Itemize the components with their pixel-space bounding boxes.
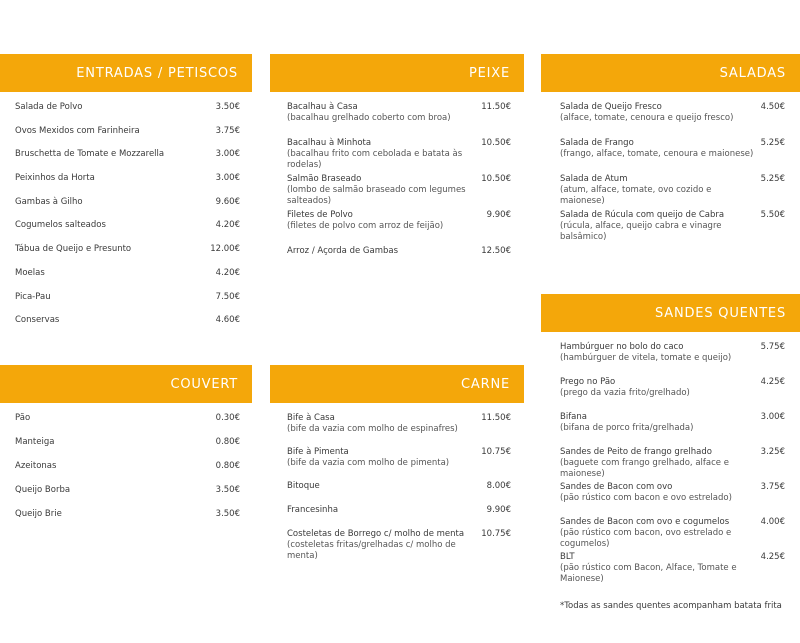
item-price: 0.80€	[215, 437, 240, 447]
menu-item	[560, 138, 785, 174]
menu-item	[15, 149, 240, 173]
menu-item	[15, 509, 240, 533]
item-description: (filetes de polvo com arroz de feijão)	[287, 221, 444, 231]
menu-item	[15, 485, 240, 509]
item-price: 5.25€	[760, 138, 785, 148]
item-name: Prego no Pão	[560, 377, 616, 387]
item-description: (bifana de porco frita/grelhada)	[560, 423, 694, 433]
item-description: (bife da vazia com molho de pimenta)	[287, 458, 450, 468]
item-price: 9.90€	[486, 210, 511, 220]
item-price: 12.00€	[210, 244, 240, 255]
item-price: 5.25€	[760, 174, 785, 184]
menu-item	[15, 102, 240, 126]
section-couvert	[0, 365, 252, 533]
item-name: Gambas à Gilho	[15, 196, 83, 207]
menu-item	[560, 210, 785, 246]
item-price: 4.20€	[215, 220, 240, 231]
item-name: Salada de Polvo	[15, 102, 83, 112]
section-peixe	[270, 54, 524, 270]
menu-item	[15, 244, 240, 268]
item-name: Conservas	[15, 315, 60, 326]
item-price: 3.00€	[760, 412, 785, 422]
section-carne	[270, 365, 524, 563]
item-price: 10.75€	[481, 529, 511, 539]
menu-item	[15, 413, 240, 437]
item-price: 11.50€	[481, 413, 511, 423]
item-description: (atum, alface, tomate, ovo cozido e maionese)	[560, 185, 712, 206]
menu-item	[15, 315, 240, 339]
item-name: Sandes de Bacon com ovo	[560, 482, 673, 492]
item-description: (bacalhau frito com cebolada e batata às rodelas)	[287, 149, 463, 170]
section-entradas	[0, 54, 252, 339]
menu-item	[560, 552, 785, 587]
item-name: Queijo Brie	[15, 509, 62, 519]
item-description: (costeletas fritas/grelhadas c/ molho de menta)	[287, 540, 456, 561]
menu-item	[560, 482, 785, 517]
item-name: Salada de Frango	[560, 138, 634, 148]
item-description: (alface, tomate, cenoura e queijo fresco)	[560, 113, 734, 123]
item-description: (bife da vazia com molho de espinafres)	[287, 424, 458, 434]
item-price: 11.50€	[481, 102, 511, 112]
item-name: BLT	[560, 552, 575, 562]
item-price: 5.50€	[760, 210, 785, 220]
section-title-sandes: SANDES QUENTES	[541, 294, 800, 332]
section-title-entradas: ENTRADAS / PETISCOS	[0, 54, 252, 92]
menu-item	[560, 174, 785, 210]
item-price: 4.25€	[760, 377, 785, 387]
item-name: Hambúrguer no bolo do caco	[560, 342, 684, 352]
menu-item	[560, 102, 785, 138]
item-price: 3.00€	[215, 149, 240, 160]
item-name: Pica-Pau	[15, 291, 51, 302]
item-name: Manteiga	[15, 437, 55, 447]
item-price: 4.20€	[215, 267, 240, 278]
item-price: 4.00€	[760, 517, 785, 527]
item-name: Pão	[15, 413, 31, 423]
item-price: 4.60€	[215, 315, 240, 326]
item-name: Bitoque	[287, 481, 320, 491]
item-name: Bacalhau à Casa	[287, 102, 358, 112]
item-name: Salada de Rúcula com queijo de Cabra	[560, 210, 725, 220]
item-name: Costeletas de Borrego c/ molho de menta	[287, 529, 465, 539]
item-price: 5.75€	[760, 342, 785, 352]
item-name: Francesinha	[287, 505, 339, 515]
item-name: Azeitonas	[15, 461, 57, 471]
menu-item	[560, 447, 785, 482]
menu-item	[15, 126, 240, 150]
sandes-footnote: *Todas as sandes quentes acompanham batata frita	[560, 601, 782, 611]
menu-item	[15, 437, 240, 461]
couvert-items	[0, 413, 252, 533]
item-name: Sandes de Peito de frango grelhado	[560, 447, 712, 457]
item-name: Cogumelos salteados	[15, 220, 106, 231]
item-price: 3.75€	[215, 125, 240, 136]
item-name: Salada de Atum	[560, 174, 628, 184]
item-price: 3.50€	[215, 485, 240, 495]
item-price: 3.50€	[215, 509, 240, 519]
item-name: Peixinhos da Horta	[15, 173, 95, 184]
item-price: 10.50€	[481, 138, 511, 148]
menu-item	[287, 246, 511, 270]
section-title-couvert: COUVERT	[0, 365, 252, 403]
menu-item	[560, 377, 785, 412]
item-name: Arroz / Açorda de Gambas	[287, 246, 399, 256]
item-price: 10.75€	[481, 447, 511, 457]
menu-item	[287, 138, 511, 174]
item-description: (pão rústico com bacon e ovo estrelado)	[560, 493, 732, 503]
item-description: (bacalhau grelhado coberto com broa)	[287, 113, 451, 123]
item-name: Bacalhau à Minhota	[287, 138, 372, 148]
item-description: (frango, alface, tomate, cenoura e maionese)	[560, 149, 754, 159]
menu-item	[287, 529, 511, 563]
item-price: 9.60€	[215, 196, 240, 207]
peixe-items	[270, 102, 524, 270]
menu-item	[287, 505, 511, 529]
menu-item	[15, 292, 240, 316]
menu-item	[15, 197, 240, 221]
menu-item	[287, 210, 511, 246]
section-sandes	[541, 294, 800, 587]
item-price: 4.25€	[760, 552, 785, 562]
menu-item	[15, 268, 240, 292]
sandes-items	[541, 342, 800, 587]
item-description: (baguete com frango grelhado, alface e maionese)	[560, 458, 729, 479]
item-price: 3.25€	[760, 447, 785, 457]
item-price: 3.50€	[215, 102, 240, 112]
menu-item	[560, 342, 785, 377]
section-title-saladas: SALADAS	[541, 54, 800, 92]
item-price: 7.50€	[215, 291, 240, 302]
item-name: Bife à Pimenta	[287, 447, 349, 457]
item-name: Salmão Braseado	[287, 174, 362, 184]
item-description: (lombo de salmão braseado com legumes salteados)	[287, 185, 466, 206]
item-price: 3.00€	[215, 173, 240, 184]
item-description: (pão rústico com Bacon, Alface, Tomate e Maionese)	[560, 563, 737, 584]
saladas-items	[541, 102, 800, 246]
menu-item	[287, 447, 511, 481]
item-description: (prego da vazia frito/grelhado)	[560, 388, 690, 398]
carne-items	[270, 413, 524, 563]
menu-item	[560, 412, 785, 447]
section-title-peixe: PEIXE	[270, 54, 524, 92]
item-price: 12.50€	[481, 246, 511, 256]
item-name: Filetes de Polvo	[287, 210, 353, 220]
item-name: Bife à Casa	[287, 413, 335, 423]
item-description: (pão rústico com bacon, ovo estrelado e cogumelos)	[560, 528, 732, 549]
item-price: 4.50€	[760, 102, 785, 112]
item-name: Ovos Mexidos com Farinheira	[15, 125, 140, 136]
menu-item	[287, 102, 511, 138]
item-price: 0.80€	[215, 461, 240, 471]
item-price: 9.90€	[486, 505, 511, 515]
menu-item	[287, 174, 511, 210]
menu-item	[15, 220, 240, 244]
menu-item	[560, 517, 785, 552]
item-name: Queijo Borba	[15, 485, 71, 495]
item-price: 3.75€	[760, 482, 785, 492]
item-price: 8.00€	[486, 481, 511, 491]
item-description: (rúcula, alface, queijo cabra e vinagre balsâmico)	[560, 221, 722, 242]
section-saladas	[541, 54, 800, 246]
item-name: Bifana	[560, 412, 587, 422]
menu-item	[15, 173, 240, 197]
item-name: Sandes de Bacon com ovo e cogumelos	[560, 517, 730, 527]
entradas-items	[0, 102, 252, 339]
item-name: Tábua de Queijo e Presunto	[15, 244, 132, 255]
item-price: 10.50€	[481, 174, 511, 184]
item-name: Moelas	[15, 267, 45, 278]
item-price: 0.30€	[215, 413, 240, 423]
menu-item	[287, 413, 511, 447]
section-title-carne: CARNE	[270, 365, 524, 403]
item-name: Bruschetta de Tomate e Mozzarella	[15, 149, 165, 160]
item-name: Salada de Queijo Fresco	[560, 102, 662, 112]
menu-item	[287, 481, 511, 505]
menu-item	[15, 461, 240, 485]
item-description: (hambúrguer de vitela, tomate e queijo)	[560, 353, 732, 363]
